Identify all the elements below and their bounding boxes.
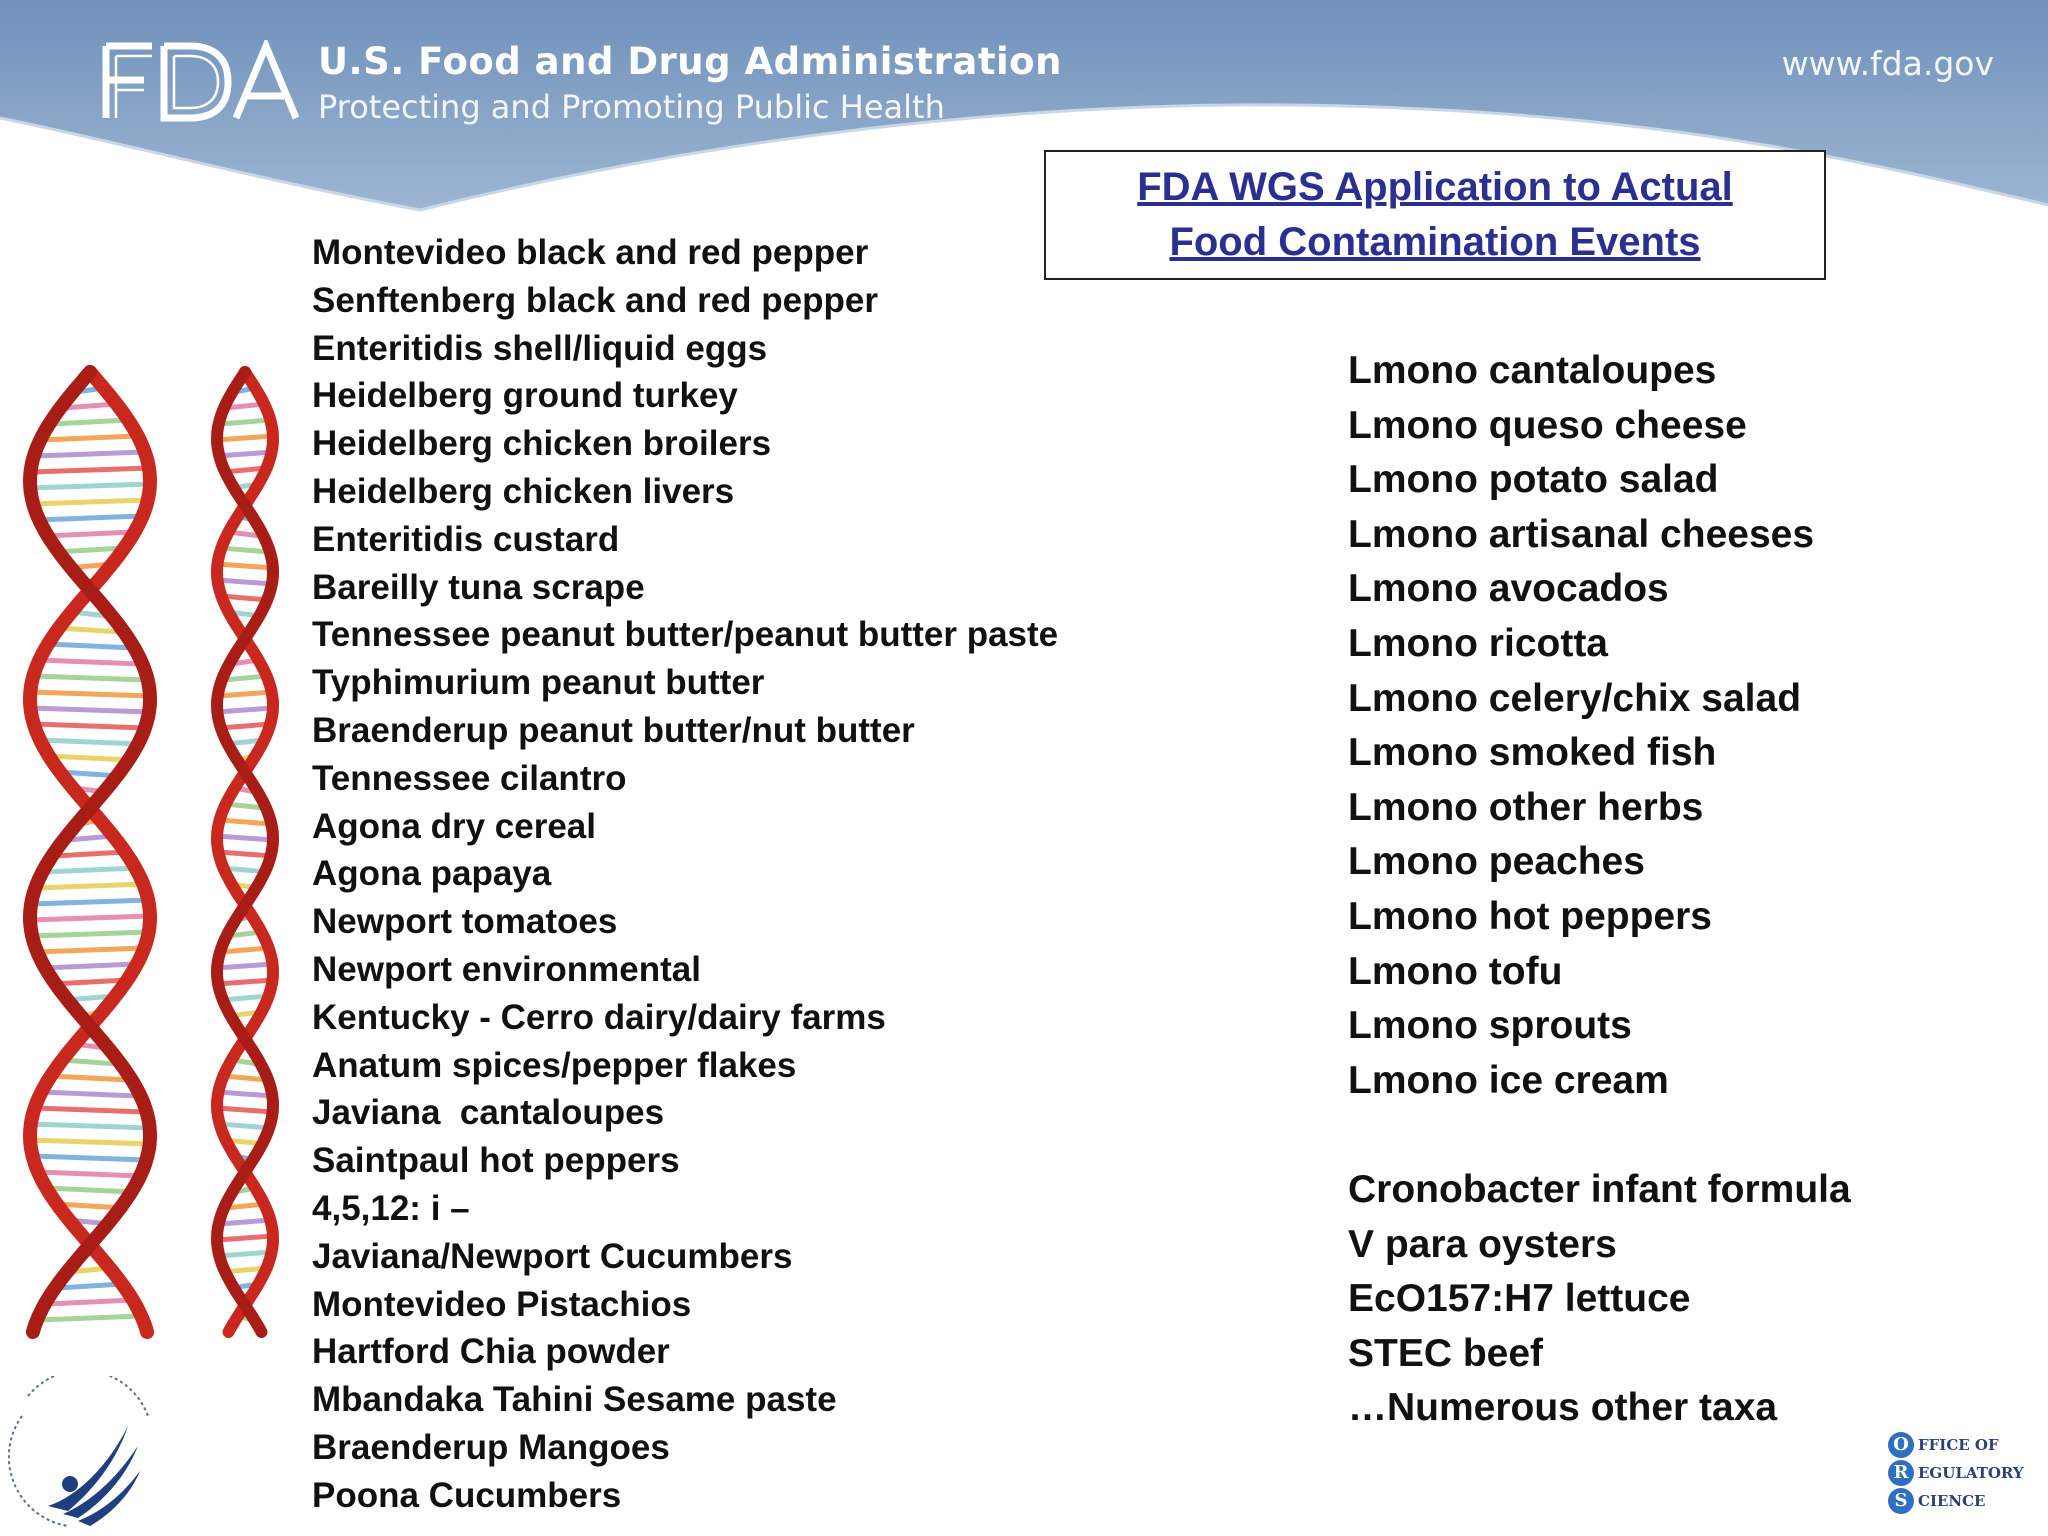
- dna-rung: [46, 1188, 133, 1192]
- dna-rung: [37, 884, 143, 888]
- dna-rung: [49, 756, 131, 760]
- ors-letter-r: R: [1888, 1460, 1914, 1486]
- list-item: …Numerous other taxa: [1348, 1386, 1778, 1430]
- list-item: Enteritidis custard: [312, 519, 620, 559]
- list-item: Tennessee cilantro: [312, 758, 627, 798]
- list-item: Lmono smoked fish: [1348, 731, 1717, 775]
- dna-rung: [220, 820, 271, 824]
- list-item: Lmono ice cream: [1348, 1058, 1669, 1102]
- dna-rung: [58, 1284, 122, 1288]
- dna-rung: [53, 980, 128, 984]
- list-item: Saintpaul hot peppers: [312, 1141, 680, 1181]
- dna-rung: [220, 1220, 271, 1224]
- list-item: STEC beef: [1348, 1331, 1544, 1375]
- list-item: Lmono cantaloupes: [1348, 349, 1717, 392]
- dna-rung: [45, 532, 134, 536]
- list-item: Braenderup Mangoes: [312, 1427, 670, 1467]
- office-of-regulatory-science-logo: [1888, 1432, 2038, 1522]
- list-item: Javiana/Newport Cucumbers: [312, 1236, 793, 1276]
- ors-letter-s: S: [1888, 1488, 1914, 1514]
- dna-rung: [218, 1092, 271, 1096]
- dna-rung: [218, 564, 273, 568]
- dna-rung: [47, 1300, 133, 1304]
- dna-rung: [38, 1172, 142, 1176]
- dna-rung: [33, 676, 146, 680]
- list-item: Braenderup peanut butter/nut butter: [312, 710, 915, 750]
- dna-rung: [217, 836, 273, 840]
- dna-rung: [218, 980, 273, 984]
- list-item: Poona Cucumbers: [312, 1475, 622, 1515]
- list-item: Lmono peaches: [1348, 840, 1645, 884]
- dna-rung: [35, 1108, 146, 1112]
- dna-rung: [36, 948, 145, 952]
- list-spacer: [1348, 1108, 1851, 1163]
- dna-rung: [217, 708, 273, 712]
- dna-rung: [217, 436, 273, 440]
- list-item: Heidelberg chicken livers: [312, 471, 735, 511]
- dna-rung: [42, 1092, 139, 1096]
- list-item: Hartford Chia powder: [312, 1332, 670, 1372]
- list-item: Lmono other herbs: [1348, 785, 1704, 829]
- list-item: Lmono sprouts: [1348, 1004, 1632, 1048]
- list-item: Bareilly tuna scrape: [312, 567, 645, 607]
- dna-rung: [218, 1252, 271, 1256]
- dna-rung: [218, 580, 273, 584]
- list-item: Montevideo Pistachios: [312, 1284, 692, 1324]
- list-item: EcO157:H7 lettuce: [1348, 1277, 1691, 1321]
- dna-rung: [218, 964, 273, 968]
- dna-rung: [223, 1076, 266, 1080]
- dna-rung: [42, 436, 138, 440]
- dna-rung: [31, 932, 148, 936]
- list-item: Tennessee peanut butter/peanut butter paste: [312, 615, 1059, 655]
- dna-rung: [220, 420, 271, 424]
- list-item: Lmono avocados: [1348, 567, 1669, 611]
- dna-rung: [220, 1124, 271, 1128]
- list-item: Lmono artisanal cheeses: [1348, 512, 1815, 556]
- dna-rung: [221, 948, 268, 952]
- slide-title: FDA WGS Application to Actual Food Contamination Events: [1137, 165, 1733, 264]
- list-item: Heidelberg chicken broilers: [312, 424, 772, 464]
- dna-rung: [31, 708, 150, 712]
- dna-rung: [51, 1076, 129, 1080]
- hhs-seal-logo: [8, 1376, 158, 1536]
- ors-word-science: CIENCE: [1918, 1492, 1986, 1510]
- other-pathogen-event-list: [1348, 344, 1851, 1436]
- list-item: Anatum spices/pepper flakes: [312, 1045, 797, 1085]
- list-item: Cronobacter infant formula: [1348, 1167, 1851, 1211]
- agency-name: U.S. Food and Drug Administration: [318, 40, 1062, 83]
- dna-rung: [32, 900, 148, 904]
- dna-rung: [31, 1124, 149, 1128]
- ors-word-office: FFICE OF: [1918, 1436, 1999, 1454]
- list-item: Newport tomatoes: [312, 902, 618, 942]
- dna-rung: [48, 644, 132, 648]
- list-item: Agona papaya: [312, 854, 552, 894]
- dna-rung: [34, 724, 146, 728]
- dna-rung: [32, 500, 148, 504]
- list-item: 4,5,12: i –: [312, 1188, 470, 1228]
- list-item: Mbandaka Tahini Sesame paste: [312, 1380, 837, 1420]
- dna-rung: [45, 868, 136, 872]
- list-item: Montevideo black and red pepper: [312, 233, 869, 272]
- dna-rung: [59, 628, 121, 632]
- list-item: Javiana cantaloupes: [312, 1093, 665, 1133]
- dna-rung: [40, 740, 140, 744]
- list-item: Lmono celery/chix salad: [1348, 676, 1802, 720]
- list-item: Enteritidis shell/liquid eggs: [312, 328, 768, 368]
- dna-rung: [223, 676, 266, 680]
- fda-logo[interactable]: [100, 40, 300, 124]
- ors-letter-o: O: [1888, 1432, 1914, 1458]
- ors-word-regulatory: EGULATORY: [1918, 1464, 2024, 1482]
- list-item: Lmono ricotta: [1348, 621, 1608, 665]
- list-item: Heidelberg ground turkey: [312, 376, 738, 416]
- dna-rung: [218, 452, 271, 456]
- dna-rung: [37, 516, 142, 520]
- list-item: Kentucky - Cerro dairy/dairy farms: [312, 997, 886, 1037]
- agency-tagline: Protecting and Promoting Public Health: [318, 88, 945, 126]
- dna-rung: [217, 1236, 273, 1240]
- dna-helix-illustration: [0, 362, 290, 1342]
- dna-rung: [52, 420, 128, 424]
- list-item: Agona dry cereal: [312, 806, 596, 846]
- dna-rung: [55, 852, 126, 856]
- dna-rung: [39, 660, 140, 664]
- dna-rung: [39, 1316, 142, 1320]
- slide-title-box: [1044, 150, 1826, 280]
- site-url-link[interactable]: www.fda.gov: [1781, 44, 1994, 83]
- dna-rung: [30, 916, 150, 920]
- dna-rung: [218, 692, 271, 696]
- dna-rung: [43, 964, 137, 968]
- dna-rung: [218, 852, 271, 856]
- list-item: Lmono tofu: [1348, 949, 1563, 993]
- dna-rung: [220, 724, 271, 728]
- salmonella-event-list: [312, 229, 1058, 1520]
- list-item: Typhimurium peanut butter: [312, 663, 765, 703]
- dna-rung: [33, 1156, 148, 1160]
- list-item: Newport environmental: [312, 949, 701, 989]
- list-item: Lmono potato salad: [1348, 458, 1719, 502]
- dna-rung: [31, 468, 149, 472]
- list-item: V para oysters: [1348, 1222, 1617, 1266]
- dna-rung: [30, 1140, 150, 1144]
- dna-rung: [221, 548, 268, 552]
- list-item: Senftenberg black and red pepper: [312, 280, 878, 320]
- dna-rung: [30, 484, 150, 488]
- list-item: Lmono queso cheese: [1348, 403, 1747, 447]
- list-item: Lmono hot peppers: [1348, 894, 1712, 938]
- dna-rung: [35, 452, 145, 456]
- dna-rung: [30, 692, 149, 696]
- dna-rung: [217, 1108, 273, 1112]
